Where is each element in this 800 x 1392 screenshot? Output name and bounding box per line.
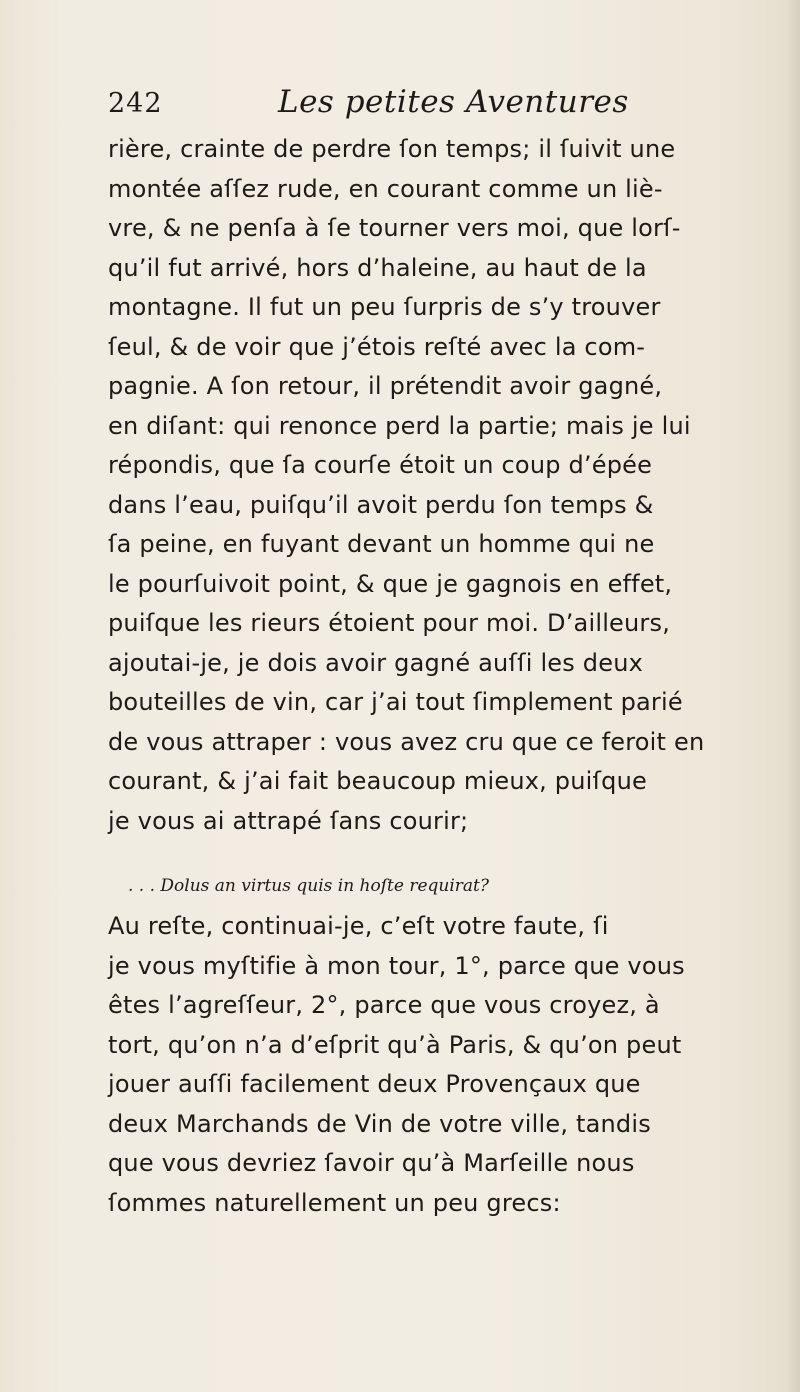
text-line: ſeul, & de voir que j’étois reſté avec la com- <box>108 332 646 361</box>
text-line: montagne. Il fut un peu ſurpris de s’y trouver <box>108 293 661 321</box>
text-line: Au reſte, continuai-je, c’eſt votre faute, ſi <box>108 912 609 940</box>
running-title: Les petites Aventures <box>278 84 629 120</box>
body-text <box>108 130 748 1223</box>
text-line: dans l’eau, puiſqu’il avoit perdu ſon temps & <box>108 490 654 519</box>
text-line: je vous ai attrapé ſans courir; <box>108 806 469 835</box>
page-header <box>108 84 708 128</box>
text-line: le pourſuivoit point, & que je gagnois en effet, <box>108 569 673 598</box>
text-line: que vous devriez ſavoir qu’à Marſeille nous <box>108 1149 635 1177</box>
text-line: courant, & j’ai fait beaucoup mieux, puiſque <box>108 767 647 795</box>
text-line: puiſque les rieurs étoient pour moi. D’ailleurs, <box>108 609 671 637</box>
text-line: vre, & ne penſa à ſe tourner vers moi, que lorſ- <box>108 214 681 242</box>
text-line: ſommes naturellement un peu grecs: <box>108 1188 561 1217</box>
text-line: êtes l’agreſſeur, 2°, parce que vous croyez, à <box>108 991 660 1019</box>
text-line: tort, qu’on n’a d’eſprit qu’à Paris, & qu’on peut <box>108 1030 682 1059</box>
page-number: 242 <box>108 88 163 119</box>
text-line: en diſant: qui renonce perd la partie; mais je lui <box>108 411 691 440</box>
text-line: je vous myſtifie à mon tour, 1°, parce que vous <box>108 951 685 980</box>
latin-quote: . . . Dolus an virtus quis in hoſte requirat? <box>128 876 489 896</box>
text-line: rière, crainte de perdre ſon temps; il ſuivit une <box>108 135 676 163</box>
text-line: pagnie. A ſon retour, il prétendit avoir gagné, <box>108 372 663 400</box>
text-line: ſa peine, en fuyant devant un homme qui ne <box>108 530 655 558</box>
text-line: montée aſſez rude, en courant comme un liè- <box>108 174 663 203</box>
text-line: de vous attraper : vous avez cru que ce feroit en <box>108 727 705 756</box>
text-line: jouer auſſi facilement deux Provençaux que <box>108 1070 641 1098</box>
page-edge-shadow <box>786 0 800 1392</box>
text-line: répondis, que ſa courſe étoit un coup d’épée <box>108 451 653 479</box>
text-line: qu’il fut arrivé, hors d’haleine, au haut de la <box>108 253 647 282</box>
text-line: ajoutai-je, je dois avoir gagné auſſi les deux <box>108 648 644 677</box>
text-line: deux Marchands de Vin de votre ville, tandis <box>108 1109 651 1138</box>
text-line: bouteilles de vin, car j’ai tout ſimplement parié <box>108 688 683 716</box>
